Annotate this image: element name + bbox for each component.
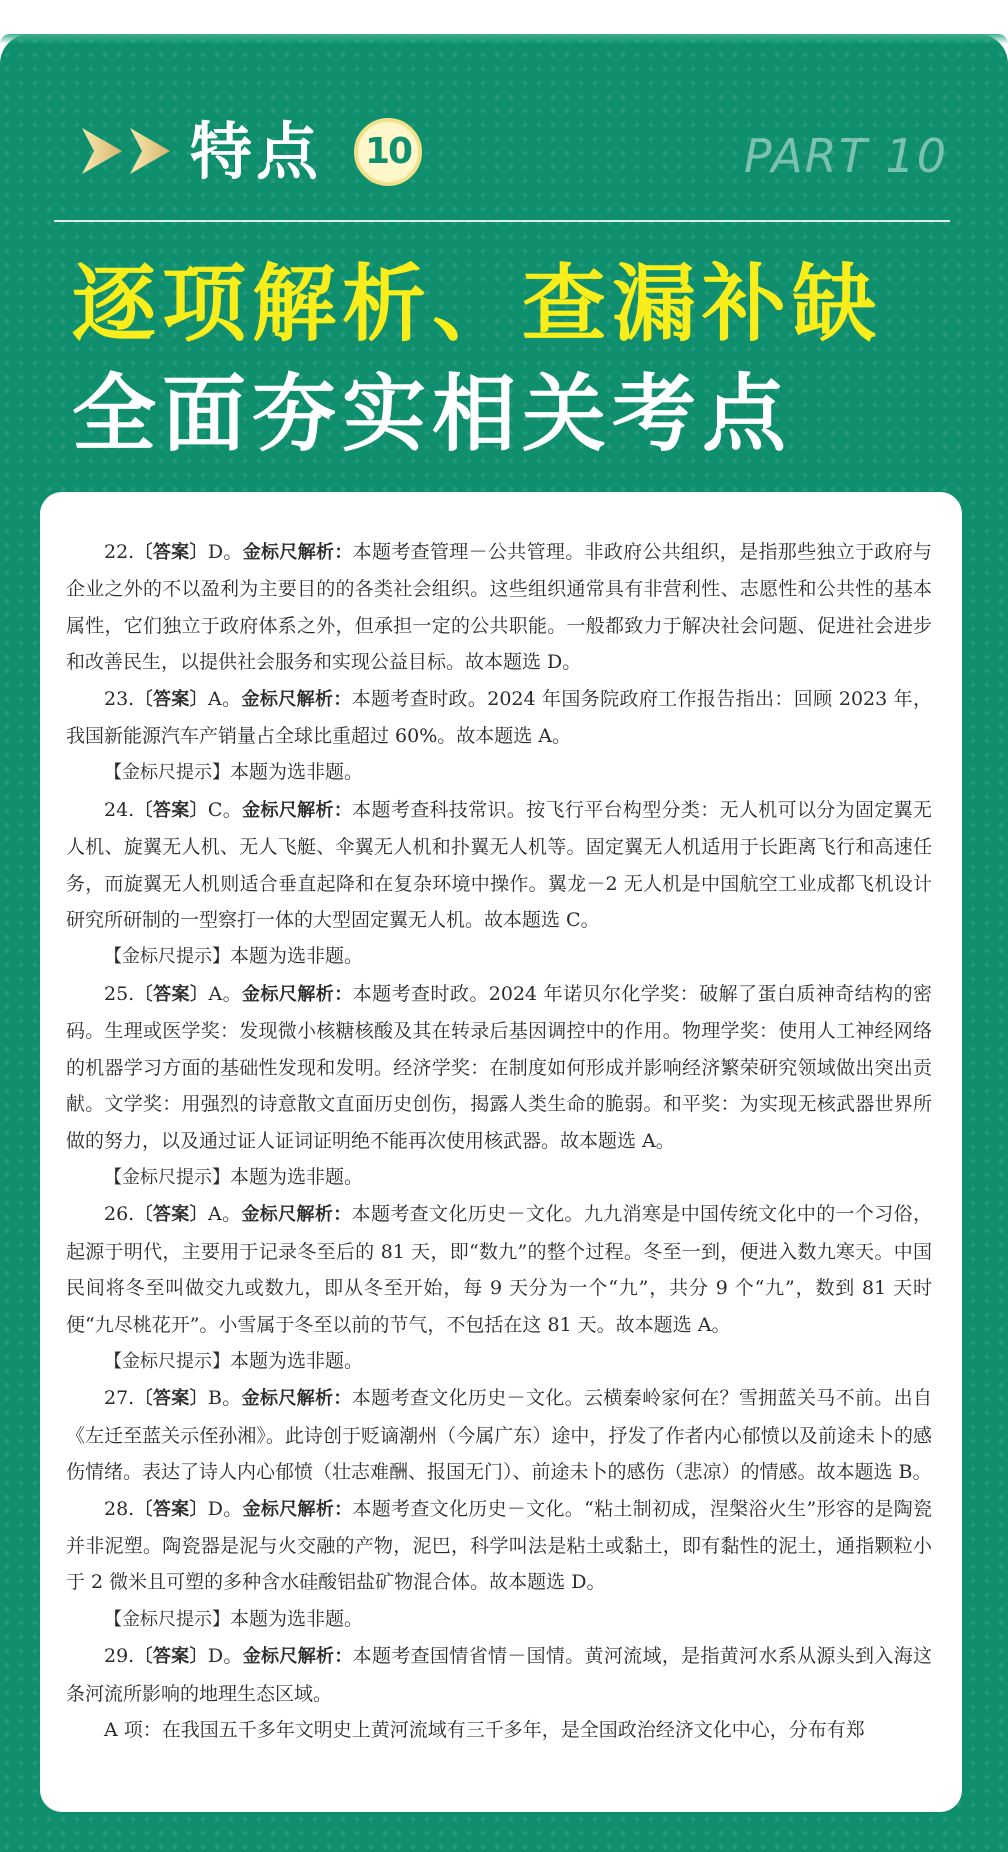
hint-item — [66, 1601, 932, 1638]
hint-text: 本题为选非题。 — [230, 1607, 364, 1630]
hint-tag: 【金标尺提示】 — [104, 1166, 230, 1188]
question-number: 25. — [104, 982, 135, 1005]
answer-tag: 〔答案〕 — [134, 1646, 208, 1668]
feature-header — [78, 112, 958, 192]
double-arrow-icon — [78, 122, 182, 180]
analysis-text: 本题考查国情省情－国情。黄河流域，是指黄河水系从源头到入海这条河流所影响的地理生态区域。 — [66, 1645, 933, 1705]
answer-tag: 〔答案〕 — [134, 1204, 209, 1226]
analysis-text: 本题考查文化历史－文化。九九消寒是中国传统文化中的一个习俗，起源于明代，主要用于记录冬至后的 81 天，即“数九”的整个过程。冬至一到，便进入数九寒天。中国民间将冬至叫做交九或数九，即从冬至开始，每 9 天分为一个“九”，共分 9 个“九”，数到 81 天时便“九尽桃花开”。小雪属于冬至以前的节气，不包括在这 81 天。故本题选 A。 — [66, 1203, 932, 1336]
analysis-label: 金标尺解析： — [242, 983, 353, 1005]
hint-text: 本题为选非题。 — [230, 761, 364, 784]
answer-tag: 〔答案〕 — [134, 542, 208, 563]
analysis-label: 金标尺解析： — [241, 1204, 352, 1226]
question-number: 26. — [104, 1203, 135, 1226]
analysis-label: 金标尺解析： — [242, 1498, 353, 1520]
answer-choice: B。 — [207, 1387, 242, 1410]
analysis-label: 金标尺解析： — [241, 688, 352, 710]
question-number: 23. — [104, 687, 135, 710]
hint-tag: 【金标尺提示】 — [104, 946, 230, 968]
analysis-label: 金标尺解析： — [242, 1646, 353, 1668]
analysis-text: 本题考查时政。2024 年国务院政府工作报告指出：回顾 2023 年，我国新能源汽车产销量占全球比重超过 60%。故本题选 A。 — [66, 687, 932, 748]
answer-tag: 〔答案〕 — [134, 983, 209, 1005]
feature-label: 特点 — [190, 115, 323, 188]
headline-line-2: 全面夯实相关考点 — [72, 365, 793, 463]
answer-tag: 〔答案〕 — [134, 799, 208, 821]
answer-item — [66, 681, 932, 755]
answer-choice: A。 — [208, 687, 242, 710]
analysis-text: 本题考查文化历史－文化。云横秦岭家何在？雪拥蓝关马不前。出自《左迁至蓝关示侄孙湘》。此诗创于贬谪潮州（今属广东）途中，抒发了作者内心郁愤以及前途未卜的感伤情绪。表达了诗人内心郁愤（壮志难酬、报国无门）、前途未卜的感伤（悲凉）的情感。故本题选 B。 — [66, 1387, 933, 1484]
analysis-text: 本题考查科技常识。按飞行平台构型分类：无人机可以分为固定翼无人机、旋翼无人机、无人飞艇、伞翼无人机和扑翼无人机等。固定翼无人机适用于长距离飞行和高速任务，而旋翼无人机则适合垂直起降和在复杂环境中操作。翼龙－2 无人机是中国航空工业成都飞机设计研究所研制的一型察打一体的大型固定翼无人机。故本题选 C。 — [66, 798, 932, 932]
analysis-text: 本题考查时政。2024 年诺贝尔化学奖：破解了蛋白质神奇结构的密码。生理或医学奖：发现微小核糖核酸及其在转录后基因调控中的作用。物理学奖：使用人工神经网络的机器学习方面的基础性发现和发明。经济学奖：在制度如何形成并影响经济繁荣研究领域做出突出贡献。文学奖：用强烈的诗意散文直面历史创伤，揭露人类生命的脆弱。和平奖：为实现无核武器世界所做的努力，以及通过证人证词证明绝不能再次使用核武器。故本题选 A。 — [66, 982, 933, 1152]
answer-tag: 〔答案〕 — [134, 1388, 208, 1410]
hint-tag: 【金标尺提示】 — [104, 1608, 230, 1630]
answer-choice: D。 — [207, 541, 243, 563]
answer-choice: D。 — [207, 1645, 243, 1668]
hint-text: 本题为选非题。 — [230, 1349, 364, 1372]
hint-item — [66, 1343, 932, 1380]
answer-choice: D。 — [207, 1497, 243, 1520]
hint-item — [66, 938, 932, 975]
answer-item — [66, 792, 932, 939]
question-number: 29. — [104, 1645, 135, 1668]
hint-text: 本题为选非题。 — [230, 1165, 364, 1188]
hint-tag: 【金标尺提示】 — [104, 762, 230, 784]
answer-choice: A。 — [208, 1203, 242, 1226]
analysis-label: 金标尺解析： — [242, 542, 353, 563]
feature-number-badge: 10 — [354, 118, 422, 186]
answer-item — [66, 1491, 932, 1601]
answer-tag: 〔答案〕 — [134, 688, 209, 710]
part-label: PART 10 — [743, 129, 948, 183]
answer-item — [66, 976, 932, 1159]
question-number: 28. — [104, 1497, 135, 1520]
answer-choice: C。 — [207, 798, 243, 821]
answer-list — [40, 492, 962, 1748]
answer-choice: A。 — [208, 982, 243, 1005]
analysis-text: 本题考查文化历史－文化。“粘土制初成，涅槃浴火生”形容的是陶瓷并非泥塑。陶瓷器是泥与火交融的产物，泥巴，科学叫法是粘土或黏土，即有黏性的泥土，通指颗粒小于 2 微米且可塑的多种含水硅酸铝盐矿物混合体。故本题选 D。 — [66, 1497, 933, 1594]
question-number: 27. — [104, 1387, 135, 1410]
hint-item — [66, 1159, 932, 1196]
content-card — [40, 492, 962, 1812]
hint-tag: 【金标尺提示】 — [104, 1350, 230, 1372]
answer-item — [66, 1638, 932, 1712]
header-divider — [54, 220, 950, 222]
option-a-text: A 项：在我国五千多年文明史上黄河流域有三千多年，是全国政治经济文化中心，分布有郑 — [104, 1719, 865, 1741]
answer-item — [66, 1196, 932, 1343]
analysis-label: 金标尺解析： — [242, 799, 353, 821]
analysis-text: 本题考查管理－公共管理。非政府公共组织，是指那些独立于政府与企业之外的不以盈利为主要目的的各类社会组织。这些组织通常具有非营利性、志愿性和公共性的基本属性，它们独立于政府体系之外，但承担一定的公共职能。一般都致力于解决社会问题、促进社会进步和改善民生，以提供社会服务和实现公益目标。故本题选 D。 — [66, 541, 933, 674]
answer-item — [66, 1380, 932, 1490]
hint-item — [66, 754, 932, 791]
question-number: 22. — [104, 541, 135, 563]
answer-item — [66, 534, 932, 681]
headline-line-1: 逐项解析、查漏补缺 — [72, 255, 883, 353]
question-number: 24. — [104, 798, 135, 821]
analysis-label: 金标尺解析： — [241, 1388, 352, 1410]
answer-tag: 〔答案〕 — [134, 1498, 208, 1520]
hint-text: 本题为选非题。 — [230, 945, 364, 968]
